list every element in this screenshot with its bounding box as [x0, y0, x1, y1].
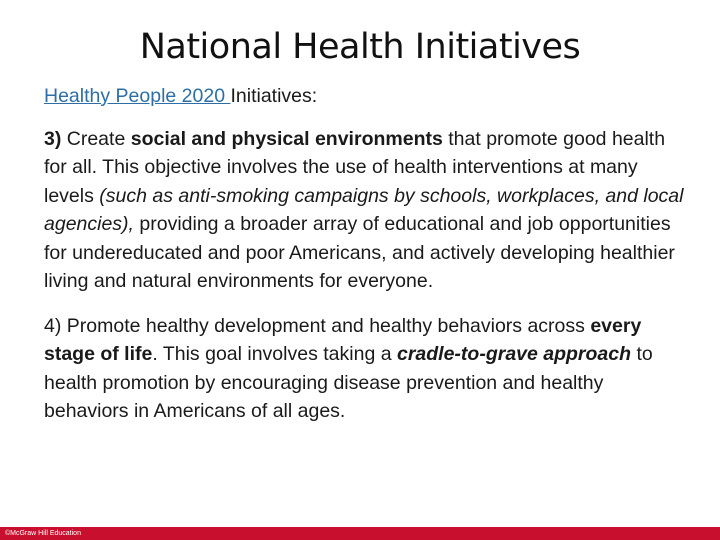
objective-4-bold-phrase: every stage of life: [44, 314, 642, 365]
objective-4-bold-italic-phrase: cradle-to-grave approach: [396, 343, 632, 365]
objective-3-text-1: Create: [61, 127, 131, 150]
objective-3-bold-phrase: social and physical environments: [130, 127, 443, 150]
objective-4-text-3: to health promotion by encouraging disease prevention and healthy behaviors in Americans of all ages.: [44, 343, 653, 422]
copyright-text: ©McGraw Hill Education: [5, 530, 81, 537]
intro-text: Initiatives:: [230, 85, 318, 107]
slide-content: [44, 82, 684, 426]
objective-3-number: 3): [44, 127, 62, 150]
objective-3-paragraph: [44, 125, 684, 296]
intro-line: [44, 82, 684, 111]
objective-3-text-3: providing a broader array of educational and job opportunities for undereducated and poor Americans, and actively developing healthier living and natural environments for everyone.: [44, 213, 675, 292]
objective-4-text-1: 4) Promote healthy development and healthy behaviors across: [44, 314, 591, 337]
footer-bar: [0, 527, 720, 540]
objective-3-text-2: that promote good health for all. This objective involves the use of health interventions at many levels: [44, 127, 666, 207]
objective-4-paragraph: [44, 312, 684, 426]
slide-title: National Health Initiatives: [139, 27, 581, 67]
objective-4-text-2: . This goal involves taking a: [152, 343, 397, 365]
healthy-people-link[interactable]: Healthy People 2020: [44, 85, 231, 107]
objective-3-italic-phrase: (such as anti-smoking campaigns by schools, workplaces, and local agencies),: [44, 184, 684, 235]
